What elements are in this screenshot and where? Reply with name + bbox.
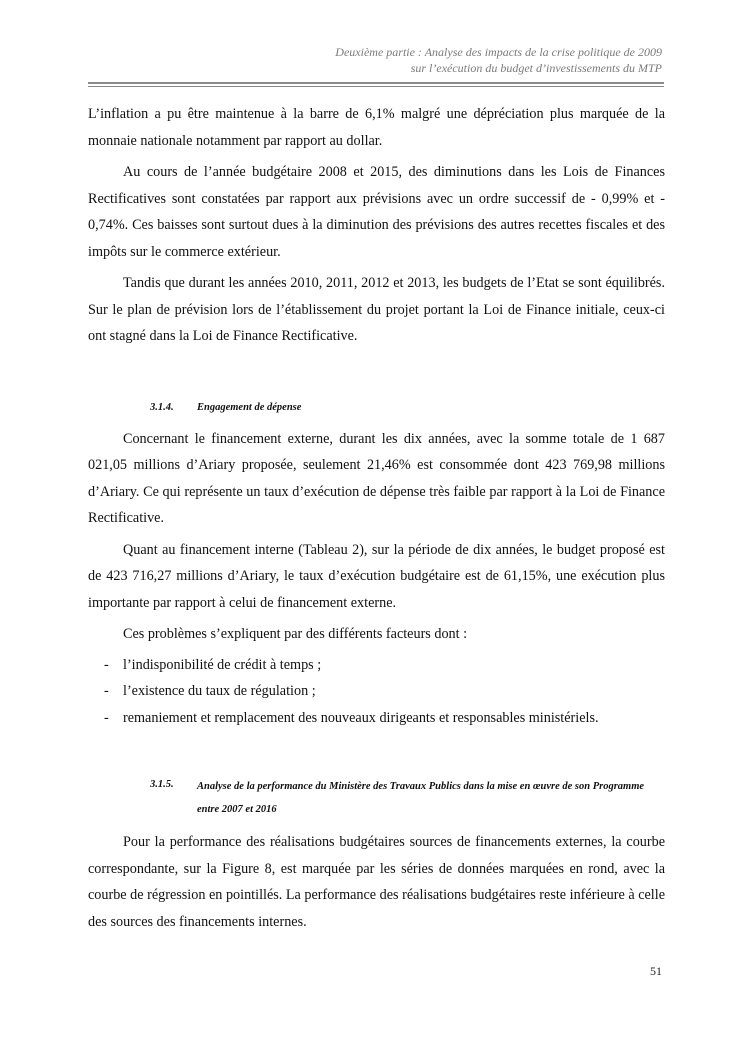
header-rule-thin	[88, 86, 664, 87]
paragraph-budgets-equilibres: Tandis que durant les années 2010, 2011, 2012 et 2013, les budgets de l’Etat se sont équilibrés. Sur le plan de prévision lors de l’établissement du projet portant la Loi de Finance initiale, ceux-ci ont stagné dans la Loi de Finance Rectificative.	[88, 275, 665, 344]
running-header	[335, 44, 662, 76]
list-item: - remaniement et remplacement des nouveaux dirigeants et responsables ministériels.	[88, 705, 665, 732]
dash-bullet: -	[104, 656, 109, 673]
list-item: - l’indisponibilité de crédit à temps ;	[88, 652, 665, 679]
dash-bullet: -	[104, 709, 109, 726]
factors-list	[88, 652, 665, 732]
paragraph-financement-interne: Quant au financement interne (Tableau 2), sur la période de dix années, le budget proposé est de 423 716,27 millions d’Ariary, le taux d’exécution budgétaire est de 61,15%, une exécution plus importante par rapport à celui de financement externe.	[88, 541, 665, 611]
header-line-1: Deuxième partie : Analyse des impacts de la crise politique de 2009	[335, 45, 662, 59]
section-title: Engagement de dépense	[197, 401, 302, 413]
paragraph-performance: Pour la performance des réalisations budgétaires sources de financements externes, la courbe correspondante, sur la Figure 8, est marquée par les séries de données marquées en rond, avec la courbe de régression en pointillés. La performance des réalisations budgétaires reste inférieure à celle des sources des financements internes.	[88, 834, 665, 930]
section-number: 3.1.5.	[150, 779, 174, 790]
paragraph-lois-de-finances: Au cours de l’année budgétaire 2008 et 2015, des diminutions dans les Lois de Finances Rectificatives sont constatées par rapport aux prévisions avec un ordre successif de - 0,99% et - 0,74%. Ces baisses sont surtout dues à la diminution des prévisions des autres recettes fiscales et des impôts sur le commerce extérieur.	[88, 164, 665, 260]
section-heading-3-1-4	[88, 398, 665, 418]
paragraph-problemes: Ces problèmes s’expliquent par des différents facteurs dont :	[123, 626, 468, 642]
header-line-2: sur l’exécution du budget d’investissements du MTP	[410, 61, 662, 75]
paragraph-inflation: L’inflation a pu être maintenue à la barre de 6,1% malgré une dépréciation plus marquée de la monnaie nationale notamment par rapport au dollar.	[88, 106, 665, 149]
section-number: 3.1.4.	[150, 401, 174, 413]
dash-bullet: -	[104, 683, 109, 699]
page-number: 51	[650, 964, 662, 978]
section-title: Analyse de la performance du Ministère des Travaux Publics dans la mise en œuvre de son Programme entre 2007 et 2016	[197, 781, 645, 815]
section-heading-3-1-5	[88, 775, 665, 821]
header-rule-thick	[88, 82, 664, 84]
page-body	[88, 101, 665, 935]
paragraph-financement-externe: Concernant le financement externe, durant les dix années, avec la somme totale de 1 687 021,05 millions d’Ariary proposée, seulement 21,46% est consommée dont 423 769,98 millions d’Ariary. Ce qui représente un taux d’exécution de dépense très faible par rapport à la Loi de Finance Rectificative.	[88, 430, 665, 526]
list-item: - l’existence du taux de régulation ;	[88, 678, 665, 705]
